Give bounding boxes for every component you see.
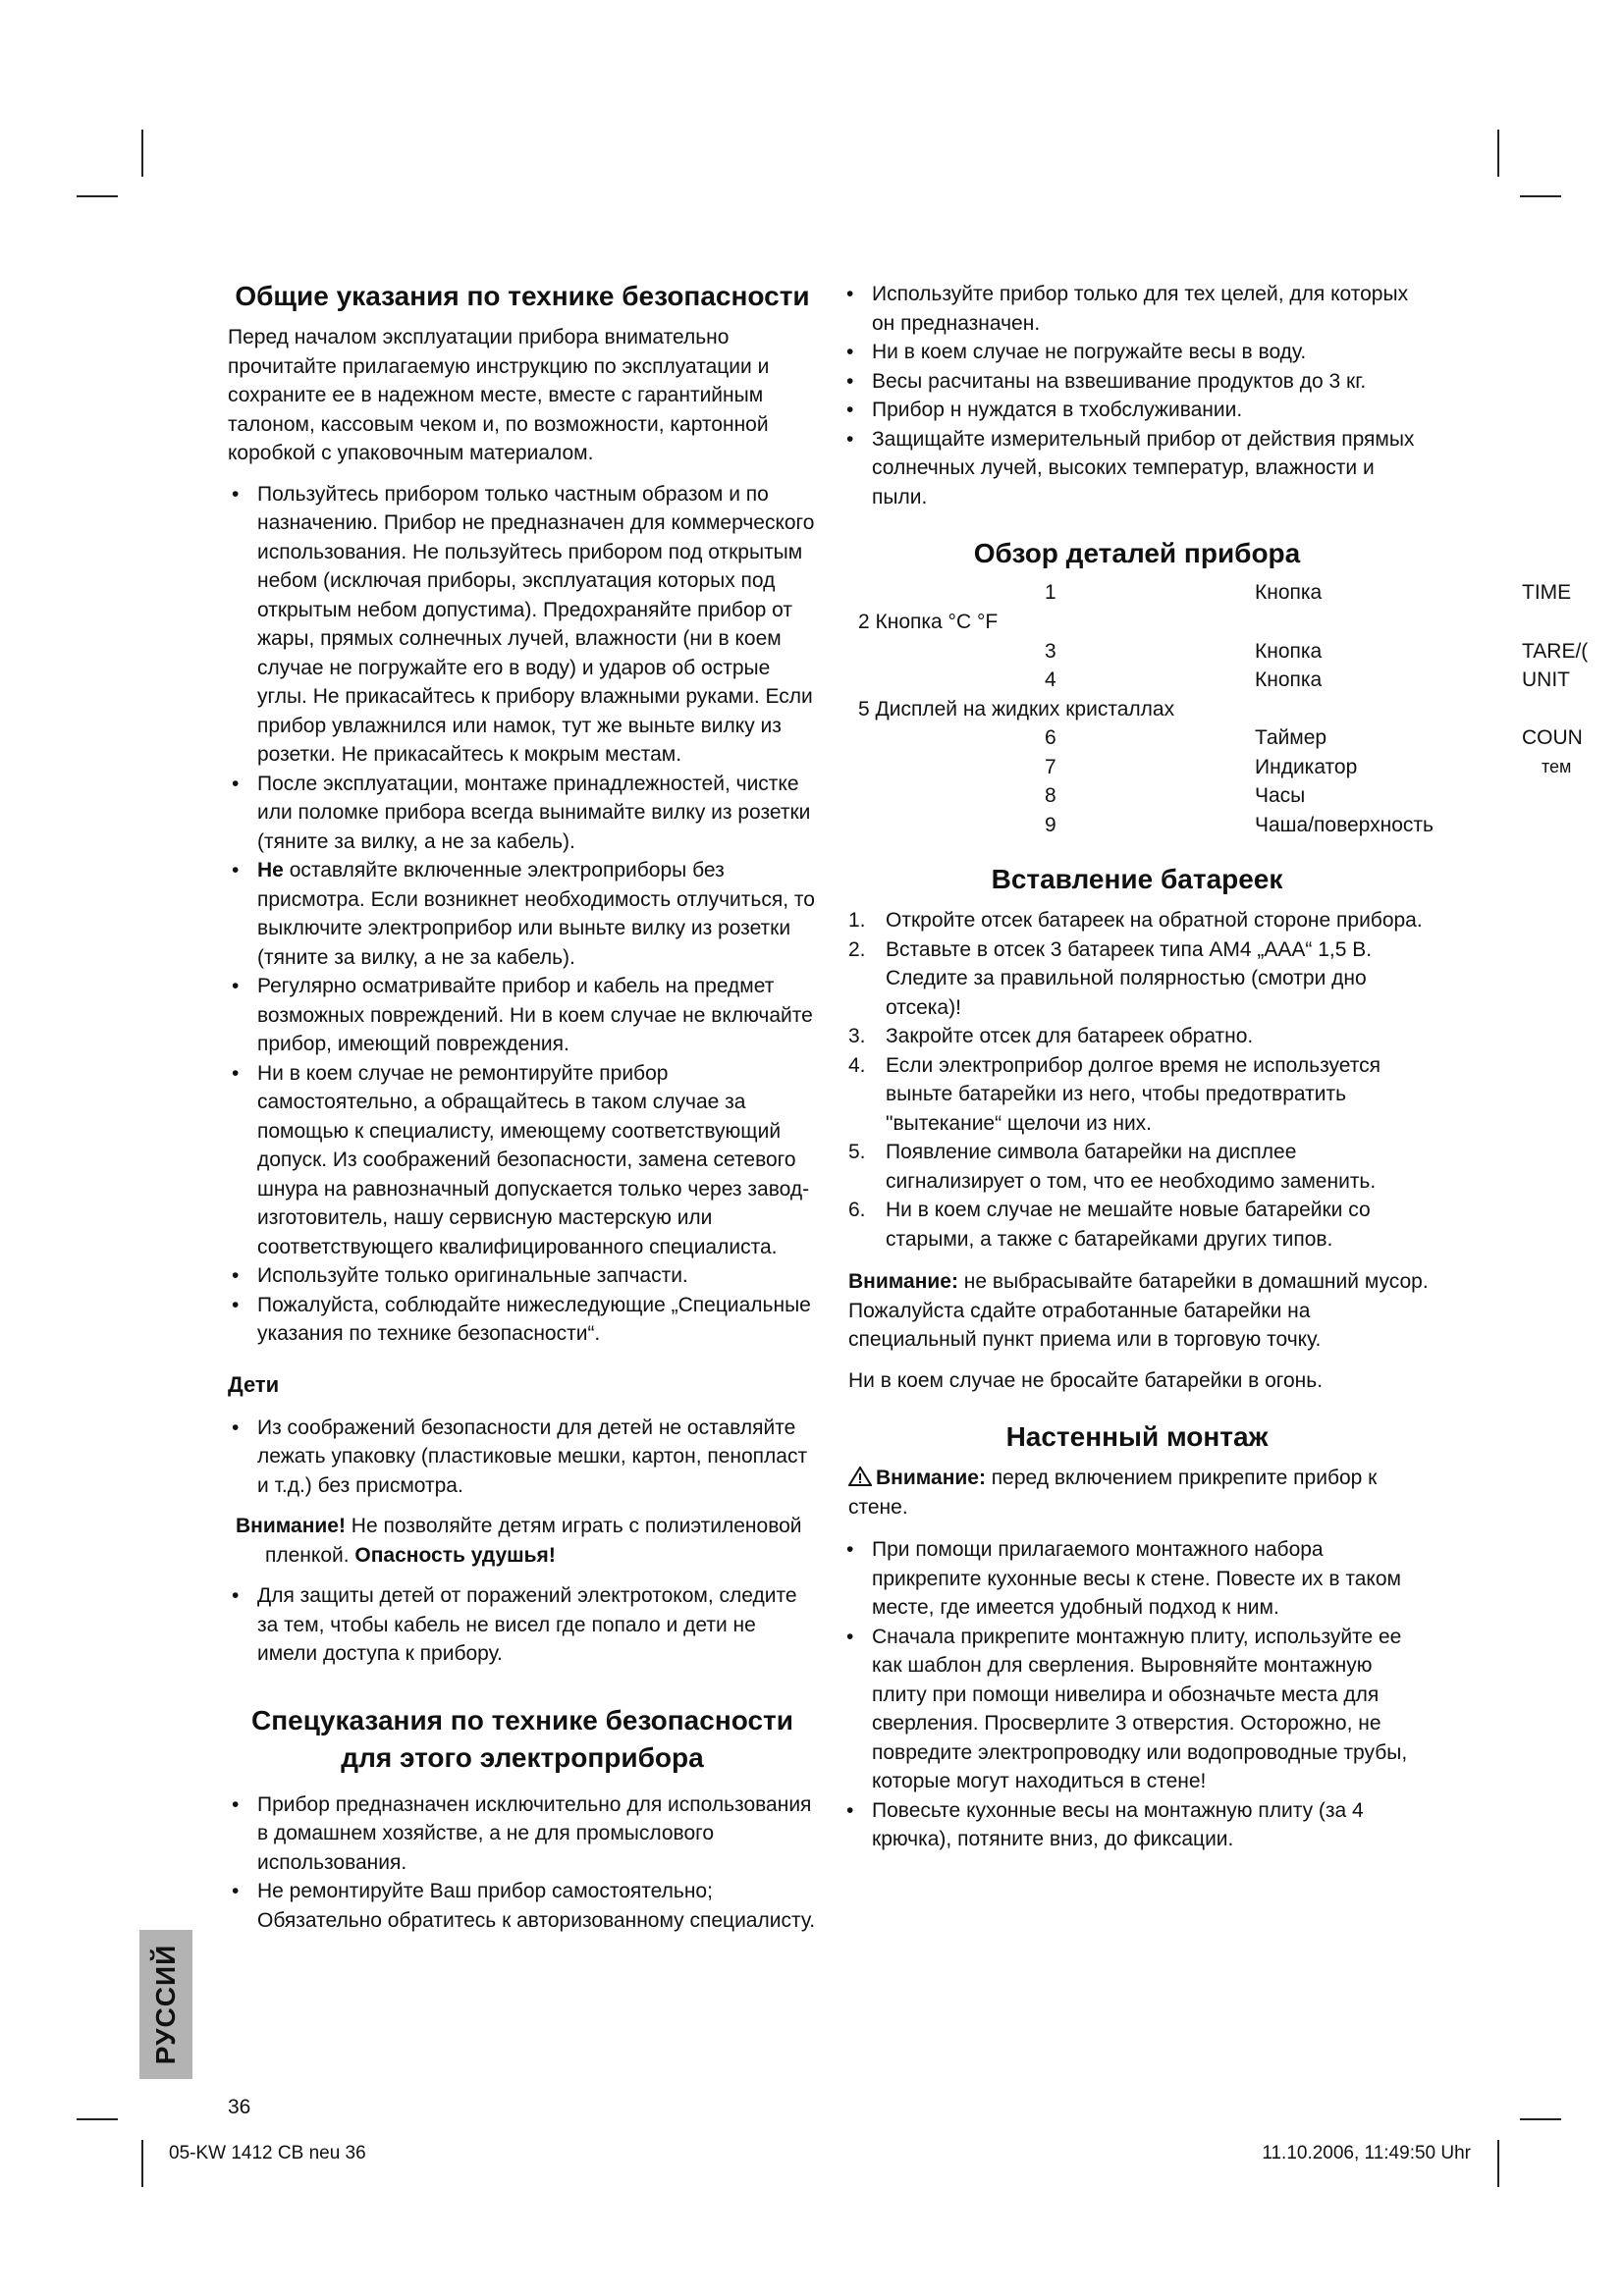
footer-right: 11.10.2006, 11:49:50 Uhr	[1262, 2143, 1471, 2163]
list-item	[848, 935, 1432, 1023]
list-item: • Защищайте измерительный прибор от действия прямых солнечных лучей, высоких температур, влажности и пыли.	[842, 425, 1432, 512]
list-item	[228, 856, 817, 972]
part-number: 6	[1045, 726, 1056, 749]
list-item	[848, 1051, 1432, 1139]
part-label: Часы	[1255, 784, 1306, 807]
list-item: • Прибор предназначен исключительно для использования в домашнем хозяйстве, а не для промыслового использования.	[228, 1790, 817, 1878]
warning-text: не выбрасывайте батарейки в домашний мусор. Пожалуйста сдайте отработанные батарейки на специальный пункт приема или в торговую точку.	[848, 1270, 1429, 1351]
children-warning	[228, 1512, 817, 1570]
crop-mark-tr-vertical	[1497, 130, 1499, 177]
wall-title: Настенный монтаж	[1005, 1421, 1269, 1452]
part-number: 4	[1045, 668, 1056, 691]
part-label: Таймер	[1255, 726, 1327, 749]
part-label: Индикатор	[1255, 756, 1358, 778]
step-text: Закройте отсек для батареек обратно.	[886, 1025, 1254, 1047]
crop-mark-tl-vertical	[141, 130, 143, 177]
language-tab	[139, 1930, 192, 2079]
special-list	[228, 1790, 817, 1936]
list-item: • Весы расчитаны на взвешивание продуктов до 3 кг.	[842, 367, 1432, 397]
children-list-2	[228, 1581, 817, 1669]
warning-label: Внимание!	[236, 1515, 346, 1537]
warning-label: Внимание:	[848, 1270, 958, 1293]
list-item	[848, 1196, 1432, 1254]
step-text: Ни в коем случае не мешайте новые батарейки со старыми, а также с батарейками других типов.	[886, 1199, 1371, 1251]
list-item: • Сначала прикрепите монтажную плиту, используйте ее как шаблон для сверления. Выровняйте монтажную плиту при помощи нивелира и обозначьте места для сверления. Просверлите 3 отверстия. Осторожно, не повредите электропроводку или водопроводные трубы, которые могут находиться в стене!	[842, 1623, 1432, 1796]
list-item: • При помощи прилагаемого монтажного набора прикрепите кухонные весы к стене. Повесте их в таком месте, где имеется удобный подход к ним.	[842, 1535, 1432, 1623]
list-item	[848, 906, 1432, 935]
crop-mark-br-vertical	[1497, 2140, 1499, 2187]
page-number: 36	[228, 2096, 251, 2118]
list-item: • Прибор н нуждатся в тхобслуживании.	[842, 396, 1432, 425]
warning-emphasis: Опасность удушья!	[354, 1543, 556, 1567]
list-item: • Пожалуйста, соблюдайте нижеследующие „Специальные указания по технике безопасности“.	[228, 1291, 817, 1349]
battery-title: Вставление батареек	[991, 864, 1283, 894]
crop-mark-tr-horizontal	[1520, 195, 1561, 197]
usage-list	[842, 280, 1432, 511]
part-number: 9	[1045, 814, 1056, 836]
list-item: • Пользуйтесь прибором только частным образом и по назначению. Прибор не предназначен для коммерческого использования. Не пользуйтесь прибором под открытым небом (исключая приборы, эксплуатация которых под открытым небом допустима). Предохраняйте прибор от жары, прямых солнечных лучей, влажности (ни в коем случае не погружайте его в воду) и ударов об острые углы. Не прикасайтесь к прибору влажными руками. Если прибор увлажнился или намок, тут же выньте вилку из розетки. Не прикасайтесь к мокрым местам.	[228, 480, 817, 770]
safety-list	[228, 480, 817, 1349]
part-code: TARE/(	[1522, 640, 1589, 663]
crop-mark-tl-horizontal	[77, 195, 118, 197]
language-tab-label: РУССИЙ	[150, 1944, 182, 2065]
step-number: 2.	[848, 937, 866, 961]
crop-mark-bl-horizontal	[77, 2118, 118, 2120]
battery-steps	[848, 906, 1432, 1254]
part-number: 3	[1045, 640, 1056, 663]
battery-warning	[848, 1267, 1432, 1355]
part-line: 5 Дисплей на жидких кристаллах	[858, 698, 1175, 721]
wall-warning	[848, 1464, 1432, 1522]
warning-text: Не позволяйте детям играть с полиэтиленовой пленкой.	[265, 1515, 802, 1567]
warning-triangle-icon	[848, 1467, 872, 1486]
part-code: UNIT	[1522, 668, 1570, 691]
safety-intro: Перед началом эксплуатации прибора внимательно прочитайте прилагаемую инструкцию по эксплуатации и сохраните ее в надежном месте, вместе с гарантийным талоном, кассовым чеком и, по возможности, картонной коробкой с упаковочным материалом.	[228, 326, 770, 464]
part-code: тем	[1542, 757, 1572, 776]
step-number: 4.	[848, 1053, 866, 1077]
list-item: • Регулярно осматривайте прибор и кабель на предмет возможных повреждений. Ни в коем случае не включайте прибор, имеющий повреждения.	[228, 972, 817, 1059]
wall-list	[842, 1535, 1432, 1854]
battery-fire-note: Ни в коем случае не бросайте батарейки в огонь.	[848, 1368, 1324, 1392]
step-number: 3.	[848, 1025, 866, 1047]
list-item-text: оставляйте включенные электроприборы без присмотра. Если возникнет необходимость отлучиться, то выключите электроприбор или выньте вилку из розетки (тяните за вилку, а не за кабель).	[257, 859, 815, 969]
warning-text: перед включением прикрепите прибор к стене.	[848, 1467, 1378, 1519]
crop-mark-bl-vertical	[141, 2140, 143, 2187]
safety-title: Общие указания по технике безопасности	[235, 281, 810, 311]
children-title: Дети	[228, 1371, 280, 1397]
part-code: TIME	[1522, 581, 1572, 604]
list-item: • Для защиты детей от поражений электротоком, следите за тем, чтобы кабель не висел где попало и дети не имели доступа к прибору.	[228, 1581, 817, 1669]
left-column	[228, 280, 817, 1935]
step-text: Откройте отсек батареек на обратной стороне прибора.	[886, 909, 1423, 932]
list-item: • Ни в коем случае не ремонтируйте прибор самостоятельно, а обращайтесь в таком случае за помощью к специалисту, имеющему соответствующий допуск. Из соображений безопасности, замена сетевого шнура на равнозначный допускается только через завод-изготовитель, нашу сервисную мастерскую или соответствующего квалифицированного специалиста.	[228, 1059, 817, 1262]
step-number: 5.	[848, 1141, 866, 1163]
step-text: Если электроприбор долгое время не используется выньте батарейки из него, чтобы предотвратить "вытекание“ щелочи из них.	[886, 1053, 1380, 1135]
part-number: 1	[1045, 581, 1056, 604]
children-list	[228, 1414, 817, 1501]
parts-list	[842, 578, 1624, 843]
list-item: • Используйте прибор только для тех целей, для которых он предназначен.	[842, 280, 1432, 338]
step-number: 1.	[848, 909, 866, 932]
part-label: Кнопка	[1255, 668, 1323, 691]
parts-title: Обзор деталей прибора	[973, 538, 1301, 568]
part-code: COUN	[1522, 726, 1583, 749]
step-number: 6.	[848, 1199, 866, 1221]
part-label: Кнопка	[1255, 581, 1323, 604]
emphasis-text: Не	[257, 859, 284, 881]
list-item	[848, 1022, 1432, 1051]
list-item: • Повесьте кухонные весы на монтажную плиту (за 4 крючка), потяните вниз, до фиксации.	[842, 1796, 1432, 1854]
special-title-line-2: для этого электроприбора	[341, 1741, 704, 1773]
part-number: 8	[1045, 784, 1056, 807]
right-column	[842, 280, 1589, 1854]
warning-label: Внимание:	[876, 1467, 986, 1489]
list-item: • Из соображений безопасности для детей не оставляйте лежать упаковку (пластиковые мешки, картон, пенопласт и т.д.) без присмотра.	[228, 1414, 817, 1501]
list-item: • Используйте только оригинальные запчасти.	[228, 1261, 817, 1291]
special-title-line-1: Спецуказания по технике безопасности	[251, 1704, 793, 1735]
part-line: 2 Кнопка °C °F	[858, 611, 999, 633]
list-item	[848, 1138, 1432, 1196]
list-item: • Не ремонтируйте Ваш прибор самостоятельно; Обязательно обратитесь к авторизованному специалисту.	[228, 1877, 817, 1935]
special-title	[228, 1702, 817, 1777]
list-item: • После эксплуатации, монтаже принадлежностей, чистке или поломке прибора всегда вынимайте вилку из розетки (тяните за вилку, а не за кабель).	[228, 770, 817, 857]
step-text: Вставьте в отсек 3 батареек типа AM4 „AAA“ 1,5 В. Следите за правильной полярностью (смотри дно отсека)!	[886, 937, 1373, 1019]
part-label: Кнопка	[1255, 640, 1323, 663]
list-item: • Ни в коем случае не погружайте весы в воду.	[842, 338, 1432, 367]
footer-left: 05-KW 1412 CB neu 36	[169, 2143, 366, 2163]
crop-mark-br-horizontal	[1520, 2118, 1561, 2120]
part-label: Чаша/поверхность	[1255, 814, 1434, 836]
part-number: 7	[1045, 756, 1056, 778]
step-text: Появление символа батарейки на дисплее сигнализирует о том, что ее необходимо заменить.	[886, 1141, 1377, 1193]
